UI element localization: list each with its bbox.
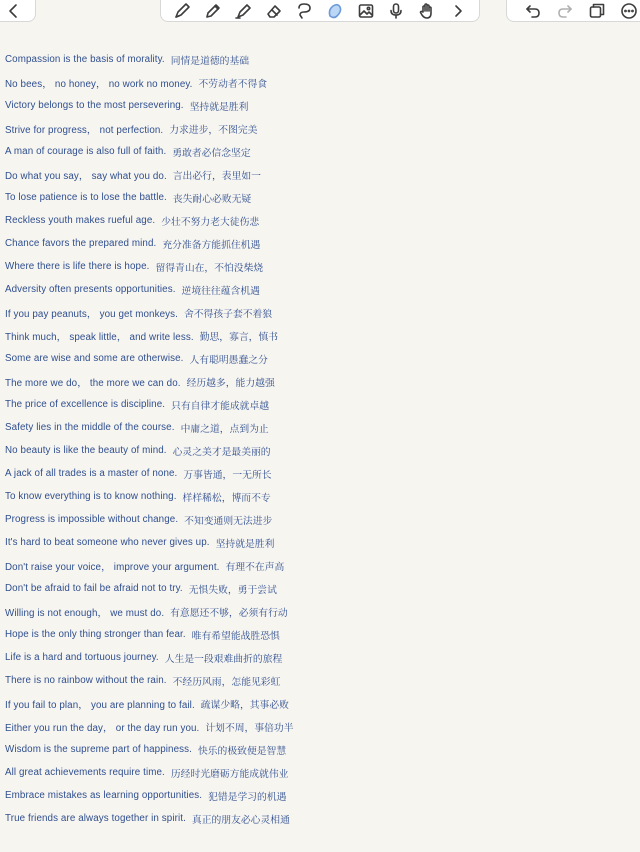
note-line	[0, 301, 640, 324]
document-actions	[506, 0, 640, 22]
note-line	[0, 140, 640, 163]
chinese-translation: 犯错是学习的机遇	[208, 791, 287, 803]
note-line	[0, 324, 640, 347]
note-line	[0, 577, 640, 600]
note-line	[0, 554, 640, 577]
note-line	[0, 807, 640, 830]
layers-icon[interactable]	[587, 1, 607, 21]
english-sentence: Reckless youth makes rueful age.	[5, 215, 156, 226]
english-sentence: Progress is impossible without change.	[5, 514, 179, 525]
mic-icon[interactable]	[386, 1, 406, 21]
chinese-translation: 力求进步，不图完美	[169, 124, 258, 136]
chinese-translation: 逆境往往蕴含机遇	[181, 285, 260, 297]
notes-content[interactable]	[0, 48, 640, 830]
english-sentence: It's hard to beat someone who never gives up.	[5, 537, 210, 548]
note-line	[0, 163, 640, 186]
chinese-translation: 有意愿还不够，必须有行动	[170, 607, 288, 619]
english-sentence: Some are wise and some are otherwise.	[5, 353, 184, 364]
chinese-translation: 疏谋少略，其事必败	[200, 699, 289, 711]
english-sentence: Think much， speak little， and write less.	[5, 329, 196, 343]
english-sentence: There is no rainbow without the rain.	[5, 675, 167, 686]
english-sentence: Life is a hard and tortuous journey.	[5, 652, 159, 663]
note-line	[0, 462, 640, 485]
english-sentence: The more we do， the more we can do.	[5, 375, 183, 389]
note-line	[0, 117, 640, 140]
chinese-translation: 舍不得孩子套不着狼	[183, 308, 273, 320]
english-sentence: True friends are always together in spirit.	[5, 813, 186, 824]
english-sentence: Willing is not enough， we must do.	[5, 605, 166, 619]
chinese-translation: 坚持就是胜利	[189, 101, 249, 113]
chinese-translation: 充分准备方能抓住机遇	[162, 239, 261, 251]
note-line	[0, 347, 640, 370]
english-sentence: To lose patience is to lose the battle.	[5, 192, 167, 203]
eraser-icon[interactable]	[264, 1, 284, 21]
english-sentence: Strive for progress， not perfection.	[5, 122, 165, 136]
english-sentence: Victory belongs to the most persevering.	[5, 100, 184, 111]
highlighter-icon[interactable]	[233, 1, 253, 21]
chinese-translation: 万事皆通，一无所长	[183, 469, 272, 481]
drawing-tools	[160, 0, 480, 22]
chinese-translation: 无惧失败，勇于尝试	[188, 584, 277, 596]
english-sentence: If you pay peanuts， you get monkeys.	[5, 306, 180, 320]
chinese-translation: 只有自律才能成就卓越	[171, 400, 270, 412]
note-line	[0, 186, 640, 209]
redo-icon[interactable]	[555, 1, 575, 21]
chevron-left-icon	[4, 1, 24, 21]
more-icon[interactable]	[619, 1, 639, 21]
english-sentence: Embrace mistakes as learning opportunities.	[5, 790, 203, 801]
note-line	[0, 71, 640, 94]
chinese-translation: 不劳动者不得食	[198, 78, 268, 90]
chinese-translation: 丧失耐心必败无疑	[172, 193, 252, 205]
note-line	[0, 439, 640, 462]
chinese-translation: 留得青山在，不怕没柴烧	[155, 262, 264, 274]
hand-icon[interactable]	[417, 1, 437, 21]
english-sentence: A jack of all trades is a master of none.	[5, 468, 178, 479]
pen-icon[interactable]	[172, 1, 192, 21]
note-line	[0, 646, 640, 669]
note-line	[0, 255, 640, 278]
note-line	[0, 508, 640, 531]
chinese-translation: 中庸之道，点到为止	[180, 423, 269, 435]
chinese-translation: 言出必行，表里如一	[172, 170, 261, 182]
chinese-translation: 勇敢者必信念坚定	[172, 147, 251, 159]
note-line	[0, 692, 640, 715]
chinese-translation: 同情是道德的基础	[170, 55, 250, 67]
note-line	[0, 278, 640, 301]
note-line	[0, 715, 640, 738]
shape-icon[interactable]	[325, 1, 345, 21]
english-sentence: Chance favors the prepared mind.	[5, 238, 157, 249]
top-toolbar	[0, 0, 640, 24]
english-sentence: Safety lies in the middle of the course.	[5, 422, 175, 433]
note-line	[0, 370, 640, 393]
chinese-translation: 少壮不努力老大徒伤悲	[161, 216, 260, 228]
english-sentence: The price of excellence is discipline.	[5, 399, 166, 410]
english-sentence: All great achievements require time.	[5, 767, 165, 778]
note-line	[0, 600, 640, 623]
chevron-right-icon[interactable]	[448, 1, 468, 21]
lasso-icon[interactable]	[295, 1, 315, 21]
undo-icon[interactable]	[523, 1, 543, 21]
note-line	[0, 416, 640, 439]
english-sentence: Either you run the day， or the day run you.	[5, 720, 201, 734]
english-sentence: Where there is life there is hope.	[5, 261, 150, 272]
note-line	[0, 485, 640, 508]
chinese-translation: 唯有希望能战胜恐惧	[191, 630, 280, 642]
chinese-translation: 真正的朋友必心灵相通	[191, 814, 290, 826]
image-icon[interactable]	[356, 1, 376, 21]
chinese-translation: 计划不周，事倍功半	[205, 722, 294, 734]
note-line	[0, 738, 640, 761]
chinese-translation: 经历越多，能力越强	[186, 377, 275, 389]
english-sentence: Don't be afraid to fail be afraid not to try.	[5, 583, 183, 594]
note-line	[0, 209, 640, 232]
english-sentence: Wisdom is the supreme part of happiness.	[5, 744, 192, 755]
chinese-translation: 勤思，寡言，慎书	[199, 331, 279, 343]
english-sentence: Hope is the only thing stronger than fear.	[5, 629, 186, 640]
chinese-translation: 人生是一段艰难曲折的旅程	[164, 653, 283, 665]
chinese-translation: 样样稀松，博而不专	[182, 492, 271, 504]
back-button[interactable]	[0, 0, 36, 22]
note-line	[0, 48, 640, 71]
note-line	[0, 531, 640, 554]
chinese-translation: 坚持就是胜利	[215, 538, 275, 550]
english-sentence: If you fail to plan， you are planning to fail.	[5, 697, 197, 711]
note-line	[0, 232, 640, 255]
chinese-translation: 不知变通则无法进步	[184, 515, 273, 527]
note-line	[0, 393, 640, 416]
note-line	[0, 94, 640, 117]
chinese-translation: 人有聪明愚蠢之分	[189, 354, 268, 366]
english-sentence: Do what you say， say what you do.	[5, 168, 169, 182]
note-line	[0, 669, 640, 692]
note-line	[0, 761, 640, 784]
english-sentence: No beauty is like the beauty of mind.	[5, 445, 167, 456]
chinese-translation: 不经历风雨，怎能见彩虹	[172, 676, 281, 688]
note-line	[0, 623, 640, 646]
chinese-translation: 有理不在声高	[225, 561, 285, 573]
english-sentence: Adversity often presents opportunities.	[5, 284, 176, 295]
english-sentence: A man of courage is also full of faith.	[5, 146, 167, 157]
english-sentence: To know everything is to know nothing.	[5, 491, 177, 502]
english-sentence: Don't raise your voice， improve your argument.	[5, 559, 221, 573]
note-line	[0, 784, 640, 807]
chinese-translation: 快乐的极致便是智慧	[197, 745, 287, 757]
chinese-translation: 心灵之美才是最美丽的	[172, 446, 271, 458]
chinese-translation: 历经时光磨砺方能成就伟业	[170, 768, 289, 780]
pencil-icon[interactable]	[203, 1, 223, 21]
english-sentence: No bees， no honey， no work no money.	[5, 76, 194, 90]
english-sentence: Compassion is the basis of morality.	[5, 54, 165, 65]
